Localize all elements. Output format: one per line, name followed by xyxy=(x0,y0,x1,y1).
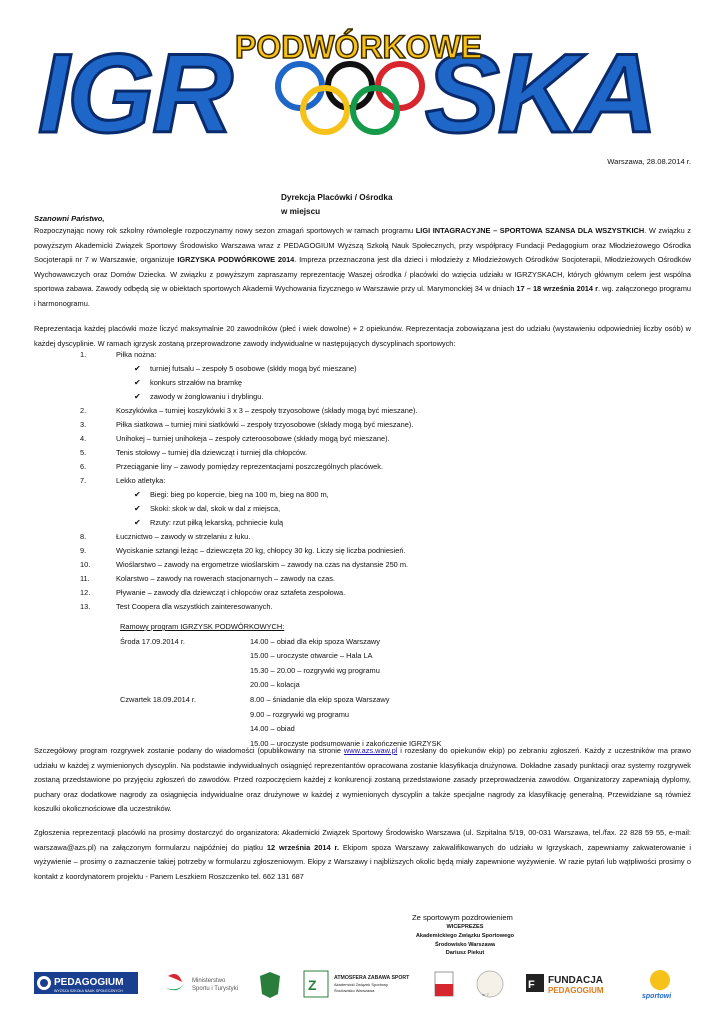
check-icon: ✔ xyxy=(134,378,141,387)
banner-subtitle: PODWÓRKOWE xyxy=(235,29,483,65)
signature-block: WICEPREZES Akademickiego Związku Sportowego Środowisko Warszawa Dariusz Piekut xyxy=(415,924,515,957)
list-subitem: ✔ konkurs strzałów na bramkę xyxy=(116,376,684,390)
paragraph-representation: Reprezentacja każdej placówki może liczyć maksymalnie 20 zawodników (płeć i wiek dowolne) + 2 opiekunów. Reprezentacja zobowiązana jest do udziału (wystawieniu odpowiedniej liczby osób) w każdej dyscyplinie. W ramach igrzysk zostaną przeprowadzone zawody indywidualne w następujących dyscyplinach sportowych: xyxy=(34,324,691,348)
svg-text:PEDAGOGIUM: PEDAGOGIUM xyxy=(548,986,604,995)
svg-text:Z: Z xyxy=(308,977,317,993)
list-item: 4. Unihokej – turniej unihokeja – zespoły czteroosobowe (składy mogą być mieszane). xyxy=(80,434,390,443)
letter-date: Warszawa, 28.08.2014 r. xyxy=(607,157,691,166)
emblem-logo xyxy=(260,972,280,998)
svg-text:PEDAGOGIUM: PEDAGOGIUM xyxy=(54,977,124,988)
flag-logo xyxy=(435,972,453,996)
svg-text:Akademicki Związek Sportowy: Akademicki Związek Sportowy xyxy=(334,982,389,987)
paragraph-registration: Zgłoszenia reprezentacji placówki na prosimy dostarczyć do organizatora: Akademicki Związek Sportowy Środowisko Warszawa (ul. Szpitalna 5/19, 00-031 Warszawa, tel./fax. 22 828 59 55, e-mail: warszawa@azs.pl) na załączonym formularzu najpóźniej do piątku 12 września 2014 r. Ekipom spoza Warszawy zakwalifikowanych do udziału w Igrzyskach, zapewniamy zakwaterowanie i wyżywienie – prosimy o zaznaczenie takiej potrzeby w formularzu zgłoszeniowym. Ekipy z Warszawy i najbliższych okolic będą miały zapewnione wyżywienie. W razie pytań lub wątpliwości prosimy o kontakt z koordynatorem projektu - Panem Leszkiem Roszczenko tel. 662 131 687 xyxy=(34,828,691,881)
program-schedule xyxy=(120,620,441,751)
schedule-row: Środa 17.09.2014 r. 14.00 – obiad dla ekip spoza Warszawy xyxy=(120,636,380,646)
disciplines-list xyxy=(34,348,684,614)
schedule-row: 15.00 – uroczyste otwarcie – Hala LA xyxy=(250,651,373,661)
schedule-row: 9.00 – rozgrywki wg programu xyxy=(250,709,349,719)
igrzyska-banner xyxy=(30,14,695,142)
svg-text:WYŻSZA SZKOŁA NAUK SPOŁECZNYCH: WYŻSZA SZKOŁA NAUK SPOŁECZNYCH xyxy=(54,989,123,993)
svg-text:Sportu i Turystyki: Sportu i Turystyki xyxy=(192,986,239,992)
check-icon: ✔ xyxy=(134,392,141,401)
ministry-logo xyxy=(166,974,238,992)
check-icon: ✔ xyxy=(134,504,141,513)
azs-website-link[interactable]: www.azs.waw.pl xyxy=(343,746,398,755)
svg-text:ATMOSFERA ZABAWA SPORT: ATMOSFERA ZABAWA SPORT xyxy=(334,975,410,981)
svg-text:Środowisko Warszawa: Środowisko Warszawa xyxy=(334,988,375,993)
list-item: 3. Piłka siatkowa – turniej mini siatkówki – zespoły trzyosobowe (składy mogą być mieszane). xyxy=(80,420,414,429)
closing-greeting: Ze sportowym pozdrowieniem xyxy=(412,913,513,922)
program-title: Ramowy program IGRZYSK PODWÓRKOWYCH: xyxy=(120,622,285,631)
list-item: 9. Wyciskanie sztangi leżąc – dziewczęta 20 kg, chłopcy 30 kg. Liczy się liczba podniesień. xyxy=(80,546,406,555)
pedagogium-logo xyxy=(34,972,138,994)
list-item: 6. Przeciąganie liny – zawody pomiędzy reprezentacjami poszczególnych placówek. xyxy=(80,462,384,471)
svg-text:nr 7: nr 7 xyxy=(482,992,489,997)
schedule-row: 15.00 – uroczyste podsumowanie i zakończenie IGRZYSK xyxy=(250,738,442,748)
schedule-row: 15.30 – 20.00 – rozgrywki wg programu xyxy=(250,665,380,675)
salutation: Szanowni Państwo, xyxy=(34,214,105,223)
schedule-row: 14.00 – obiad xyxy=(250,724,295,734)
sportowi-logo xyxy=(642,970,672,1000)
paragraph-details: Szczegółowy program rozgrywek zostanie podany do wiadomości (opublikowany na stronie www.azs.waw.pl i rozesłany do opiekunów ekip) po zebraniu zgłoszeń. Każdy z uczestników ma prawo udziału w każdej z wymienionych dyscyplin. Na podstawie indywidualnych osiągnięć reprezentantów opracowana zostanie klasyfikacja drużynowa. Dokładne zasady punktacji oraz systemy rozgrywek zostaną przedstawione po przyjęciu zgłoszeń do zawodów. Przed rozpoczęciem każdej z konkurencji zostaną przedstawione zasady przeprowadzenia zawodów. Organizatorzy zapewniają dyplomy, puchary oraz dodatkowe nagrody za osiągnięcia indywidualne oraz drużynowe w każdej z wymienionych dyscyplin a także specjalne nagrody za klasyfikację generalną. Przewidziane są również koszulki okolicznościowe dla uczestników. xyxy=(34,746,691,813)
svg-text:sportowi: sportowi xyxy=(642,993,672,1000)
svg-text:Ministerstwo: Ministerstwo xyxy=(192,978,226,984)
check-icon: ✔ xyxy=(134,364,141,373)
list-item: 2. Koszykówka – turniej koszykówki 3 x 3 – zespoły trzyosobowe (składy mogą być mieszane). xyxy=(80,406,418,415)
recipient-address xyxy=(281,191,393,219)
list-subitem: ✔ turniej futsalu – zespoły 5 osobowe (skłdy mogą być mieszane) xyxy=(116,362,684,376)
list-item: 5. Tenis stołowy – turniej dla dziewcząt i turniej dla chłopców. xyxy=(80,448,308,457)
olympic-rings-icon xyxy=(278,64,422,132)
paragraph-intro: Rozpoczynając nowy rok szkolny równolegle rozpoczynamy nowy sezon zmagań sportowych w ramach programu LIGI INTAGRACYJNE – SPORTOWA SZANSA DLA WSZYSTKICH. W związku z powyższym Akademicki Związek Sportowy Środowisko Warszawa wraz z PEDAGOGIUM Wyższą Szkołą Nauk Społecznych, przy współpracy Fundacji Pedagogium oraz Młodzieżowego Ośrodka Socjoterapii nr 7 w Warszawie, organizuje IGRZYSKA PODWÓRKOWE 2014. Impreza przeznaczona jest dla dzieci i młodzieży z Młodzieżowych Ośrodków Socjoterapii, Młodzieżowych Ośrodków Wychowawczych oraz Domów Dziecka. W związku z powyższym zapraszamy reprezentację Waszej ośrodka / placówki do wzięcia udziału w IGRZYSKACH, których głównym celem jest wspólna sportowa zabawa. Zawody odbędą się w obiektach sportowych Akademii Wychowania fizycznego w Warszawie przy ul. Marymonckiej 34 w dniach 17 – 18 września 2014 r. wg. załączonego programu i harmonogramu. xyxy=(34,226,692,308)
schedule-row: Czwartek 18.09.2014 r. 8.00 – śniadanie dla ekip spoza Warszawy xyxy=(120,694,390,704)
list-subitem: ✔ Rzuty: rzut piłką lekarską, pchniecie kulą xyxy=(116,516,684,530)
list-item: 7. Lekko atletyka: ✔ Biegi: bieg po kopercie, bieg na 100 m, bieg na 800 m, ✔ Skoki: skok w dal, skok w dal z miejsca, ✔ Rzuty: rzut piłką lekarską, pchniecie kulą xyxy=(34,474,684,530)
list-item: 12. Pływanie – zawody dla dziewcząt i chłopców oraz sztafeta zespołowa. xyxy=(80,588,346,597)
svg-text:F: F xyxy=(528,979,535,991)
list-item: 13. Test Coopera dla wszystkich zainteresowanych. xyxy=(80,602,273,611)
fundacja-pedagogium-logo xyxy=(526,974,604,995)
svg-text:FUNDACJA: FUNDACJA xyxy=(548,975,603,986)
list-subitem: ✔ Biegi: bieg po kopercie, bieg na 100 m, bieg na 800 m, xyxy=(116,488,684,502)
list-subitem: ✔ zawody w żonglowaniu i dryblingu. xyxy=(116,390,684,404)
recipient-line: w miejscu xyxy=(281,207,321,216)
mos-logo xyxy=(477,971,503,997)
list-item: 8. Łucznictwo – zawody w strzelaniu z łuku. xyxy=(80,532,251,541)
check-icon: ✔ xyxy=(134,490,141,499)
banner-title-left: IGR xyxy=(38,31,232,142)
schedule-row: 20.00 – kolacja xyxy=(250,680,300,690)
recipient-line: Dyrekcja Placówki / Ośrodka xyxy=(281,193,393,202)
banner-title-right: SKA xyxy=(425,31,656,142)
list-item: 10. Wioślarstwo – zawody na ergometrze wioślarskim – zawody na czas na dystansie 250 m. xyxy=(80,560,409,569)
atmosfera-logo xyxy=(304,971,410,997)
list-subitem: ✔ Skoki: skok w dal, skok w dal z miejsca, xyxy=(116,502,684,516)
list-item: 11. Kolarstwo – zawody na rowerach stacjonarnych – zawody na czas. xyxy=(80,574,335,583)
sponsor-logos xyxy=(30,966,695,1002)
list-item: 1. Piłka nożna: ✔ turniej futsalu – zespoły 5 osobowe (skłdy mogą być mieszane) ✔ konkurs strzałów na bramkę ✔ zawody w żonglowaniu i dryblingu. xyxy=(34,348,684,404)
check-icon: ✔ xyxy=(134,518,141,527)
